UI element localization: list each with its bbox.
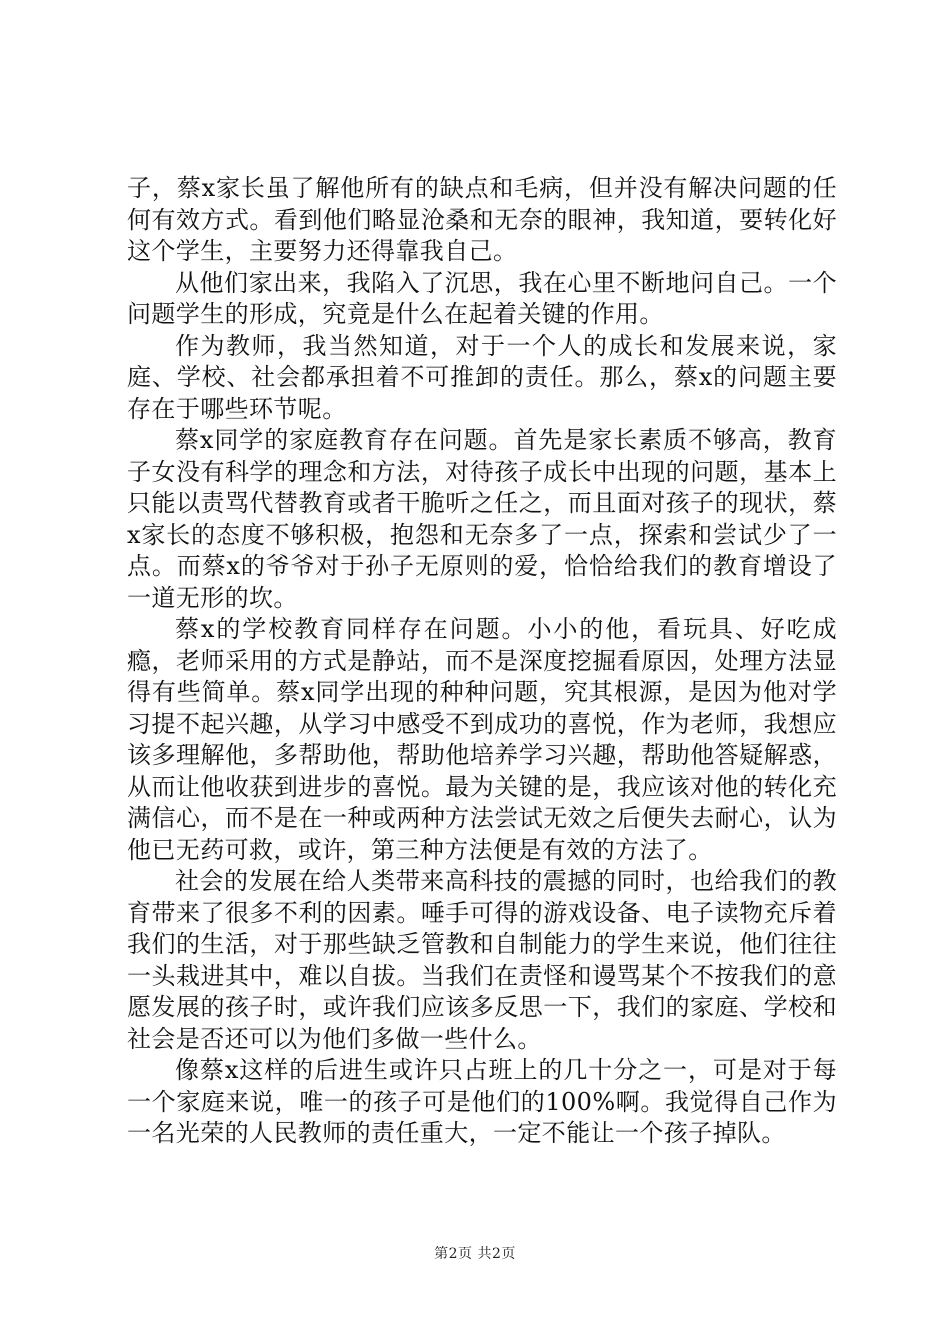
- paragraph-2: 从他们家出来，我陷入了沉思，我在心里不断地问自己。一个问题学生的形成，究竟是什么在起着关键的作用。: [127, 268, 837, 328]
- paragraph-7: 像蔡x这样的后进生或许只占班上的几十分之一，可是对于每一个家庭来说，唯一的孩子可是他们的100%啊。我觉得自己作为一名光荣的人民教师的责任重大，一定不能让一个孩子掉队。: [127, 1056, 837, 1147]
- page-number-footer: 第2页 共2页: [434, 1246, 516, 1262]
- document-body: [127, 173, 837, 1150]
- paragraph-1: 子，蔡x家长虽了解他所有的缺点和毛病，但并没有解决问题的任何有效方式。看到他们略显沧桑和无奈的眼神，我知道，要转化好这个学生，主要努力还得靠我自己。: [127, 174, 837, 265]
- paragraph-5: 蔡x的学校教育同样存在问题。小小的他，看玩具、好吃成瘾，老师采用的方式是静站，而不是深度挖掘看原因，处理方法显得有些简单。蔡x同学出现的种种问题，究其根源，是因为他对学习提不起兴趣，从学习中感受不到成功的喜悦，作为老师，我想应该多理解他，多帮助他，帮助他培养学习兴趣，帮助他答疑解惑，从而让他收获到进步的喜悦。最为关键的是，我应该对他的转化充满信心，而不是在一种或两种方法尝试无效之后便失去耐心，认为他已无药可救，或许，第三种方法便是有效的方法了。: [127, 615, 837, 864]
- paragraph-4: 蔡x同学的家庭教育存在问题。首先是家长素质不够高，教育子女没有科学的理念和方法，对待孩子成长中出现的问题，基本上只能以责骂代替教育或者干脆听之任之，而且面对孩子的现状，蔡x家长的态度不够积极，抱怨和无奈多了一点，探索和尝试少了一点。而蔡x的爷爷对于孙子无原则的爱，恰恰给我们的教育增设了一道无形的坎。: [127, 426, 837, 612]
- paragraph-3: 作为教师，我当然知道，对于一个人的成长和发展来说，家庭、学校、社会都承担着不可推卸的责任。那么，蔡x的问题主要存在于哪些环节呢。: [127, 331, 837, 423]
- paragraph-6: 社会的发展在给人类带来高科技的震撼的同时，也给我们的教育带来了很多不利的因素。唾手可得的游戏设备、电子读物充斥着我们的生活，对于那些缺乏管教和自制能力的学生来说，他们往往一头栽进其中，难以自拔。当我们在责怪和谩骂某个不按我们的意愿发展的孩子时，或许我们应该多反思一下，我们的家庭、学校和社会是否还可以为他们多做一些什么。: [127, 867, 837, 1053]
